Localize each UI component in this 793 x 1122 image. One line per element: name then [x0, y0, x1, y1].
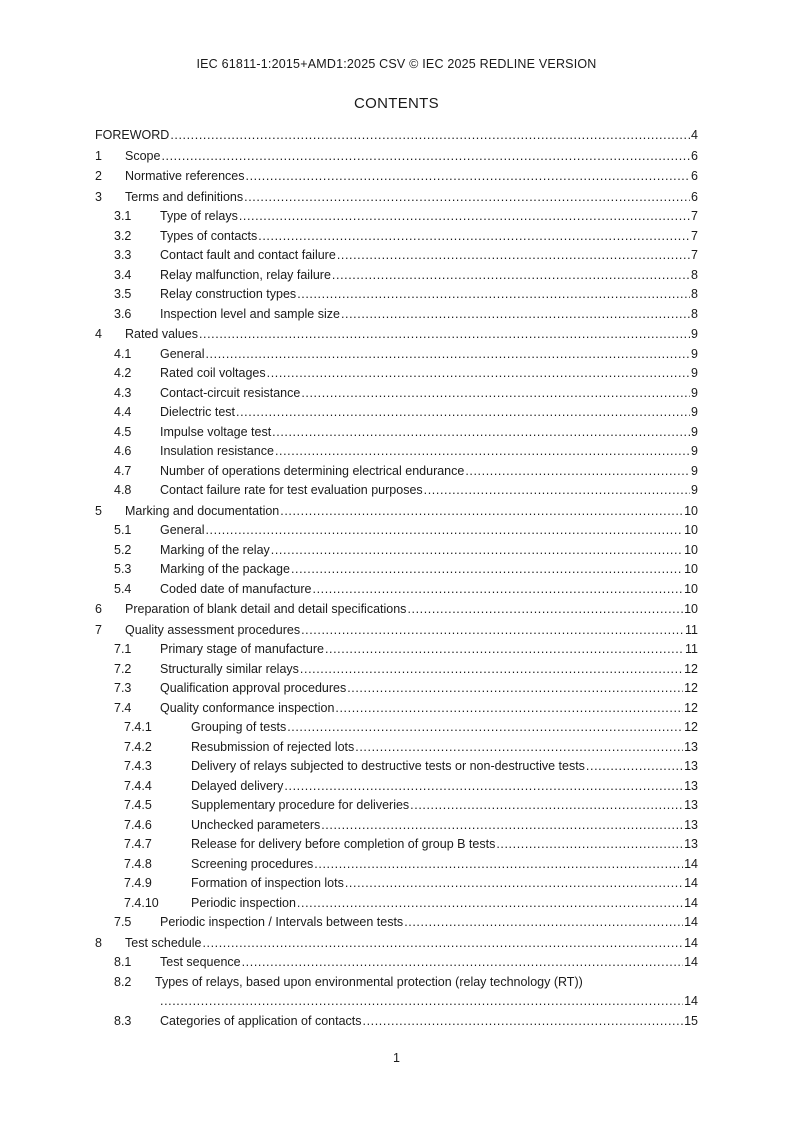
toc-entry-title: Contact fault and contact failure: [160, 246, 337, 266]
toc-entry[interactable]: [95, 207, 698, 227]
toc-entry-title: Supplementary procedure for deliveries: [191, 796, 410, 816]
toc-leader-dots: [335, 699, 683, 719]
toc-leader-dots: [297, 285, 690, 305]
toc-leader-dots: [284, 777, 683, 797]
toc-leader-dots: [280, 502, 683, 522]
toc-entry-title: Resubmission of rejected lots: [191, 738, 355, 758]
toc-entry-title: Contact failure rate for test evaluation purposes: [160, 481, 424, 501]
toc-entry-page: 13: [684, 739, 698, 754]
toc-entry-number: 7.2: [114, 661, 132, 676]
toc-entry-title: Categories of application of contacts: [160, 1012, 363, 1032]
toc-entry-number: 4.5: [114, 424, 132, 439]
toc-entry[interactable]: [95, 442, 698, 462]
toc-entry-number: 3.2: [114, 228, 132, 243]
toc-entry[interactable]: [95, 147, 698, 167]
toc-entry-number: 5: [95, 503, 102, 518]
toc-leader-dots: [300, 660, 683, 680]
toc-entry[interactable]: [95, 167, 698, 187]
toc-entry-number: 3.3: [114, 248, 132, 262]
toc-entry-number: 4.7: [114, 463, 132, 478]
toc-entry[interactable]: [95, 621, 698, 641]
toc-entry-number: 7.4.3: [124, 759, 152, 773]
toc-entry[interactable]: [95, 934, 698, 954]
toc-entry-number: 8.3: [114, 1013, 132, 1028]
toc-entry[interactable]: [95, 1012, 698, 1032]
toc-entry-number: 3: [95, 189, 102, 204]
page-number: 1: [393, 1051, 400, 1065]
toc-leader-dots: [332, 266, 690, 286]
toc-entry-page: 10: [684, 503, 698, 518]
toc-entry[interactable]: [95, 855, 698, 875]
toc-entry-number: 3.4: [114, 267, 132, 282]
toc-entry-page: 13: [684, 759, 698, 773]
toc-entry[interactable]: [95, 699, 698, 719]
toc-entry-number: 7.4.1: [124, 720, 152, 734]
toc-entry-title: Unchecked parameters: [191, 816, 321, 836]
toc-entry-page: 14: [684, 935, 698, 950]
toc-entry[interactable]: [95, 738, 698, 758]
toc-entry-title: FOREWORD: [95, 126, 170, 146]
toc-entry-title: Qualification approval procedures: [160, 679, 347, 699]
contents-title: CONTENTS: [354, 95, 439, 112]
toc-entry-page: 13: [684, 817, 698, 832]
toc-entry-number: 7.4.9: [124, 876, 152, 890]
toc-entry-title: Marking and documentation: [125, 502, 280, 522]
toc-entry[interactable]: [95, 423, 698, 443]
toc-entry-page: 7: [691, 228, 698, 243]
toc-entry[interactable]: [95, 227, 698, 247]
toc-leader-dots: [407, 600, 683, 620]
toc-entry-title: Normative references: [125, 167, 246, 187]
toc-leader-dots: [314, 855, 683, 875]
toc-entry[interactable]: [95, 305, 698, 325]
toc-entry-title: Coded date of manufacture: [160, 580, 313, 600]
toc-entry-title: Rated coil voltages: [160, 364, 267, 384]
toc-entry[interactable]: [95, 973, 698, 1012]
toc-entry[interactable]: [95, 188, 698, 208]
toc-leader-dots: [301, 621, 684, 641]
toc-entry-title: Contact-circuit resistance: [160, 384, 301, 404]
toc-leader-dots: [244, 188, 690, 208]
toc-entry[interactable]: [95, 580, 698, 600]
toc-entry-title: Grouping of tests: [191, 718, 287, 738]
toc-leader-dots: [160, 992, 683, 1012]
toc-entry-page: 10: [684, 581, 698, 596]
toc-leader-dots: [205, 521, 683, 541]
toc-entry-title: Types of relays, based upon environmental protection (relay technology (RT)): [155, 974, 583, 989]
toc-entry-number: 7.4.6: [124, 817, 152, 832]
toc-entry-page: 13: [684, 837, 698, 851]
toc-entry-title: Release for delivery before completion of group B tests: [191, 835, 496, 855]
toc-entry-page: 13: [684, 798, 698, 812]
toc-entry[interactable]: [95, 874, 698, 894]
toc-entry-title: Periodic inspection / Intervals between tests: [160, 913, 404, 933]
toc-entry-page: 9: [691, 346, 698, 361]
toc-leader-dots: [355, 738, 683, 758]
toc-entry-number: 4.4: [114, 405, 132, 419]
toc-entry-page: 9: [691, 424, 698, 439]
toc-entry-number: 5.2: [114, 542, 132, 557]
toc-leader-dots: [465, 462, 690, 482]
toc-entry-page: 12: [684, 681, 698, 695]
toc-entry[interactable]: [95, 541, 698, 561]
toc-entry[interactable]: [95, 777, 698, 797]
toc-entry-title: Impulse voltage test: [160, 423, 272, 443]
toc-entry-number: 3.1: [114, 209, 132, 223]
toc-leader-dots: [258, 227, 690, 247]
toc-entry-page: 9: [691, 327, 698, 341]
toc-leader-dots: [272, 423, 690, 443]
toc-leader-dots: [410, 796, 683, 816]
toc-entry-page: 9: [691, 385, 698, 400]
toc-entry[interactable]: [95, 345, 698, 365]
toc-leader-dots: [242, 953, 683, 973]
toc-entry-title: Marking of the package: [160, 560, 291, 580]
toc-entry-page: 10: [684, 602, 698, 616]
toc-entry[interactable]: [95, 403, 698, 423]
toc-leader-dots: [161, 147, 690, 167]
toc-leader-dots: [199, 325, 690, 345]
toc-entry-number: 8: [95, 935, 102, 950]
toc-entry-page: 9: [691, 444, 698, 458]
toc-leader-dots: [170, 126, 690, 146]
toc-entry-page: 14: [684, 955, 698, 969]
toc-entry[interactable]: [95, 384, 698, 404]
toc-entry-page: 12: [684, 661, 698, 676]
toc-entry[interactable]: [95, 285, 698, 305]
toc-entry-number: 7.4.8: [124, 856, 152, 871]
toc-leader-dots: [205, 345, 690, 365]
toc-leader-dots: [586, 757, 683, 777]
toc-entry-number: 4.1: [114, 346, 132, 361]
toc-entry-number: 4.3: [114, 385, 132, 400]
toc-entry-number: 5.1: [114, 523, 132, 537]
toc-entry-page: 15: [684, 1013, 698, 1028]
toc-entry-title: Types of contacts: [160, 227, 258, 247]
toc-entry-page: 12: [684, 700, 698, 715]
toc-leader-dots: [321, 816, 683, 836]
toc-entry-page: 14: [684, 915, 698, 929]
toc-entry[interactable]: [95, 796, 698, 816]
toc-entry[interactable]: [95, 640, 698, 660]
toc-entry[interactable]: [95, 502, 698, 522]
toc-entry-page: 6: [691, 148, 698, 163]
toc-leader-dots: [297, 894, 683, 914]
toc-entry-page: 11: [685, 642, 698, 656]
toc-entry[interactable]: [95, 364, 698, 384]
toc-entry-page: 11: [685, 622, 698, 637]
toc-entry[interactable]: [95, 246, 698, 266]
toc-entry-title: Preparation of blank detail and detail specifications: [125, 600, 407, 620]
toc-entry[interactable]: [95, 560, 698, 580]
toc-leader-dots: [246, 167, 691, 187]
toc-entry-number: 4.8: [114, 483, 132, 497]
toc-entry[interactable]: [95, 126, 698, 146]
toc-entry-number: 7.4.10: [124, 895, 159, 910]
toc-entry-page: 10: [684, 542, 698, 557]
toc-entry-number: 4.6: [114, 444, 132, 458]
toc-entry[interactable]: [95, 816, 698, 836]
toc-leader-dots: [301, 384, 690, 404]
toc-entry-title: Primary stage of manufacture: [160, 640, 325, 660]
toc-entry-title: Dielectric test: [160, 403, 236, 423]
toc-entry-title: General: [160, 521, 205, 541]
toc-leader-dots: [271, 541, 683, 561]
toc-entry-number: 6: [95, 602, 102, 616]
toc-entry-page: 14: [684, 876, 698, 890]
toc-entry-number: 7.4.2: [124, 739, 152, 754]
toc-entry-page: 8: [691, 287, 698, 301]
toc-entry-page: 8: [691, 267, 698, 282]
toc-entry-page: 7: [691, 248, 698, 262]
toc-entry-title: Formation of inspection lots: [191, 874, 345, 894]
toc-entry[interactable]: [95, 757, 698, 777]
toc-leader-dots: [347, 679, 683, 699]
toc-leader-dots: [236, 403, 690, 423]
toc-entry[interactable]: [95, 660, 698, 680]
toc-leader-dots: [337, 246, 690, 266]
toc-entry-number: 3.5: [114, 287, 132, 301]
toc-leader-dots: [267, 364, 690, 384]
toc-entry-page: 13: [684, 778, 698, 793]
toc-entry-title: Rated values: [125, 325, 199, 345]
toc-entry[interactable]: [95, 325, 698, 345]
document-header: IEC 61811-1:2015+AMD1:2025 CSV © IEC 2025 REDLINE VERSION: [196, 57, 597, 71]
toc-entry-title: Insulation resistance: [160, 442, 275, 462]
toc-leader-dots: [496, 835, 683, 855]
toc-entry-page: 9: [691, 366, 698, 380]
toc-entry[interactable]: [95, 600, 698, 620]
toc-entry-title: Delayed delivery: [191, 777, 284, 797]
toc-entry-number: 8.1: [114, 955, 132, 969]
toc-entry[interactable]: [95, 835, 698, 855]
toc-entry-title: Scope: [125, 147, 161, 167]
toc-leader-dots: [287, 718, 683, 738]
toc-entry-number: 1: [95, 148, 102, 163]
toc-entry-title: Quality assessment procedures: [125, 621, 301, 641]
toc-entry-number: 4: [95, 327, 102, 341]
toc-entry-title: Type of relays: [160, 207, 239, 227]
toc-leader-dots: [291, 560, 683, 580]
toc-leader-dots: [404, 913, 683, 933]
toc-entry-title: Terms and definitions: [125, 188, 244, 208]
toc-entry-page: 7: [691, 209, 698, 223]
toc-entry-page: 14: [684, 856, 698, 871]
toc-leader-dots: [313, 580, 684, 600]
toc-entry-page: 8: [691, 306, 698, 321]
toc-leader-dots: [275, 442, 690, 462]
toc-entry-title: Number of operations determining electrical endurance: [160, 462, 465, 482]
toc-entry-title: General: [160, 345, 205, 365]
toc-entry-page: 6: [691, 169, 698, 183]
toc-entry-page: 9: [691, 405, 698, 419]
toc-entry-page: 9: [691, 483, 698, 497]
toc-entry[interactable]: [95, 462, 698, 482]
toc-entry-number: 7.5: [114, 915, 132, 929]
toc-entry-title: Test schedule: [125, 934, 202, 954]
toc-entry-title: Delivery of relays subjected to destructive tests or non-destructive tests: [191, 757, 586, 777]
toc-leader-dots: [341, 305, 690, 325]
toc-entry-number: 8.2: [114, 974, 132, 989]
toc-leader-dots: [239, 207, 690, 227]
toc-entry-title: Relay malfunction, relay failure: [160, 266, 332, 286]
toc-entry[interactable]: [95, 266, 698, 286]
toc-entry[interactable]: [95, 953, 698, 973]
toc-entry-number: 3.6: [114, 306, 132, 321]
toc-entry-title: Test sequence: [160, 953, 242, 973]
toc-leader-dots: [325, 640, 684, 660]
toc-entry-number: 7.4.5: [124, 798, 152, 812]
toc-entry-title: Relay construction types: [160, 285, 297, 305]
toc-entry-number: 7.3: [114, 681, 132, 695]
toc-entry-number: 7: [95, 622, 102, 637]
toc-entry-number: 5.4: [114, 581, 132, 596]
toc-entry-title: Quality conformance inspection: [160, 699, 335, 719]
toc-entry[interactable]: [95, 679, 698, 699]
toc-entry-number: 5.3: [114, 562, 132, 576]
toc-entry-page: 12: [684, 720, 698, 734]
toc-entry-number: 7.4.4: [124, 778, 152, 793]
toc-entry-page: 10: [684, 523, 698, 537]
toc-entry-page: 9: [691, 463, 698, 478]
toc-entry-number: 4.2: [114, 366, 132, 380]
table-of-contents: [95, 126, 698, 1031]
toc-entry[interactable]: [95, 913, 698, 933]
toc-entry[interactable]: [95, 894, 698, 914]
toc-entry-page: 14: [684, 895, 698, 910]
toc-entry-number: 7.4: [114, 700, 132, 715]
toc-entry[interactable]: [95, 718, 698, 738]
toc-leader-dots: [202, 934, 683, 954]
toc-entry-title: Screening procedures: [191, 855, 314, 875]
toc-entry-page: 10: [684, 562, 698, 576]
toc-entry-title: Marking of the relay: [160, 541, 271, 561]
toc-leader-dots: [345, 874, 683, 894]
toc-entry[interactable]: [95, 481, 698, 501]
toc-leader-dots: [363, 1012, 684, 1032]
toc-entry-title: Structurally similar relays: [160, 660, 300, 680]
toc-entry-title: Inspection level and sample size: [160, 305, 341, 325]
toc-leader-dots: [424, 481, 690, 501]
toc-entry-page: 6: [691, 189, 698, 204]
toc-entry[interactable]: [95, 521, 698, 541]
toc-entry-title: Periodic inspection: [191, 894, 297, 914]
toc-entry-number: 7.4.7: [124, 837, 152, 851]
toc-entry-number: 7.1: [114, 642, 132, 656]
toc-entry-page: 4: [691, 128, 698, 142]
toc-entry-page: 14: [684, 994, 698, 1008]
toc-entry-number: 2: [95, 169, 102, 183]
